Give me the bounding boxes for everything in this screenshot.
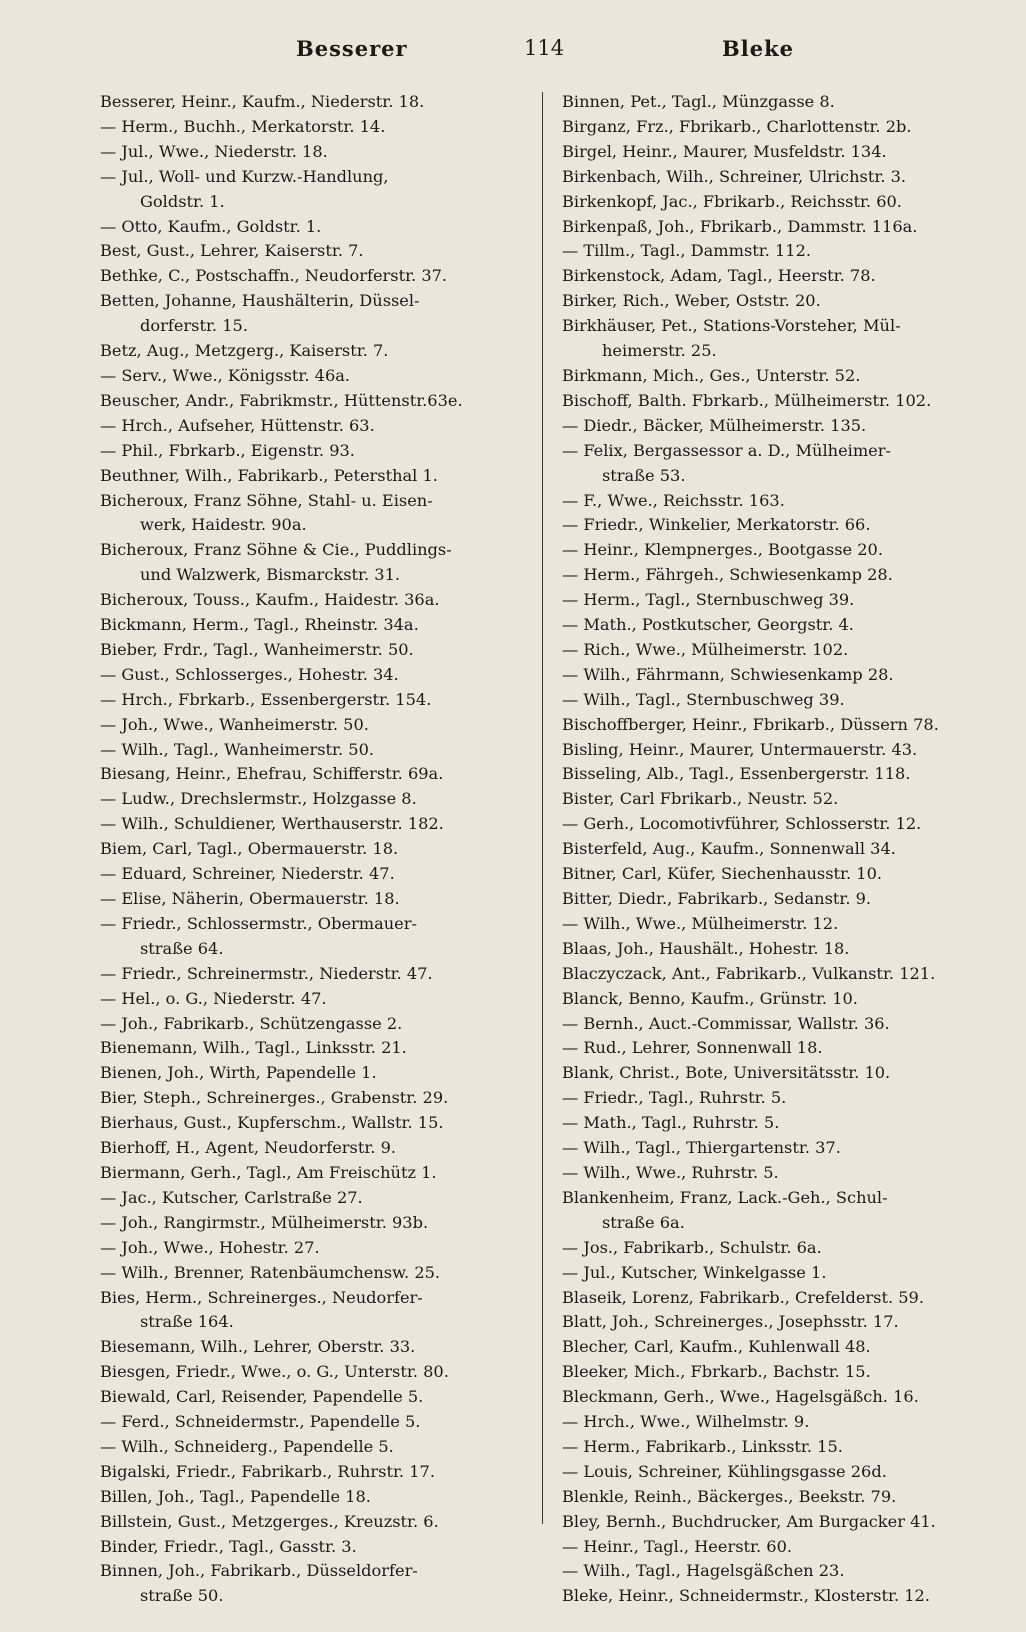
- directory-entry: — Wilh., Schuldiener, Werthauserstr. 182.: [100, 814, 444, 834]
- directory-entry: — Louis, Schreiner, Kühlingsgasse 26d.: [562, 1461, 887, 1481]
- directory-entry: Blankenheim, Franz, Lack.-Geh., Schul- straße 6a.: [562, 1187, 888, 1232]
- directory-entry: Binnen, Joh., Fabrikarb., Düsseldorfer- straße 50.: [100, 1561, 418, 1606]
- page-header: [100, 36, 980, 70]
- directory-entry: Birker, Rich., Weber, Oststr. 20.: [562, 291, 821, 311]
- directory-entry: Best, Gust., Lehrer, Kaiserstr. 7.: [100, 241, 364, 261]
- directory-entry: Beuscher, Andr., Fabrikmstr., Hüttenstr.63e.: [100, 390, 463, 410]
- directory-entry: — Math., Tagl., Ruhrstr. 5.: [562, 1113, 780, 1133]
- directory-entry: — Tillm., Tagl., Dammstr. 112.: [562, 241, 812, 261]
- directory-entry: — Gerh., Locomotivführer, Schlosserstr. 12.: [562, 814, 922, 834]
- directory-entry: Bethke, C., Postschaffn., Neudorferstr. 37.: [100, 266, 448, 286]
- directory-entry: Biesemann, Wilh., Lehrer, Oberstr. 33.: [100, 1337, 416, 1357]
- left-column: [100, 90, 528, 1609]
- directory-entry: Bischoff, Balth. Fbrkarb., Mülheimerstr. 102.: [562, 390, 932, 410]
- directory-entry: — Joh., Fabrikarb., Schützengasse 2.: [100, 1013, 403, 1033]
- directory-entry: — Joh., Rangirmstr., Mülheimerstr. 93b.: [100, 1212, 429, 1232]
- directory-entry: — Ludw., Drechslermstr., Holzgasse 8.: [100, 789, 417, 809]
- directory-entry: Betz, Aug., Metzgerg., Kaiserstr. 7.: [100, 341, 389, 361]
- directory-entry: — Diedr., Bäcker, Mülheimerstr. 135.: [562, 415, 867, 435]
- directory-entry: — Jul., Wwe., Niederstr. 18.: [100, 141, 328, 161]
- directory-entry: — Wilh., Wwe., Ruhrstr. 5.: [562, 1162, 779, 1182]
- directory-entry: — Ferd., Schneidermstr., Papendelle 5.: [100, 1412, 421, 1432]
- directory-entry: Bisterfeld, Aug., Kaufm., Sonnenwall 34.: [562, 839, 896, 859]
- directory-entry: — Gust., Schlosserges., Hohestr. 34.: [100, 664, 399, 684]
- directory-entry: — Hrch., Aufseher, Hüttenstr. 63.: [100, 415, 375, 435]
- directory-entry: Birkenstock, Adam, Tagl., Heerstr. 78.: [562, 266, 876, 286]
- directory-entry: — Friedr., Winkelier, Merkatorstr. 66.: [562, 515, 871, 535]
- directory-entry: Birkenbach, Wilh., Schreiner, Ulrichstr. 3.: [562, 166, 907, 186]
- page-number: 114: [524, 36, 565, 60]
- directory-entry: — Phil., Fbrkarb., Eigenstr. 93.: [100, 440, 355, 460]
- directory-entry: Bisling, Heinr., Maurer, Untermauerstr. 43.: [562, 739, 918, 759]
- directory-entry: Billen, Joh., Tagl., Papendelle 18.: [100, 1486, 371, 1506]
- directory-entry: Blanck, Benno, Kaufm., Grünstr. 10.: [562, 988, 858, 1008]
- directory-entry: — Wilh., Tagl., Sternbuschweg 39.: [562, 689, 845, 709]
- header-last-name: Bleke: [722, 36, 794, 61]
- directory-entry: Blenkle, Reinh., Bäckerges., Beekstr. 79.: [562, 1486, 897, 1506]
- directory-entry: Bicheroux, Franz Söhne & Cie., Puddlings- und Walzwerk, Bismarckstr. 31.: [100, 540, 452, 585]
- directory-entry: — Otto, Kaufm., Goldstr. 1.: [100, 216, 322, 236]
- directory-entry: — Wilh., Tagl., Hagelsgäßchen 23.: [562, 1561, 845, 1581]
- directory-entry: Biewald, Carl, Reisender, Papendelle 5.: [100, 1387, 424, 1407]
- directory-entry: Biermann, Gerh., Tagl., Am Freischütz 1.: [100, 1162, 437, 1182]
- directory-entry: — Wilh., Tagl., Wanheimerstr. 50.: [100, 739, 375, 759]
- directory-entry: — Herm., Tagl., Sternbuschweg 39.: [562, 590, 855, 610]
- directory-entry: — Wilh., Fährmann, Schwiesenkamp 28.: [562, 664, 894, 684]
- directory-entry: Bley, Bernh., Buchdrucker, Am Burgacker 41.: [562, 1511, 936, 1531]
- directory-entry: Binder, Friedr., Tagl., Gasstr. 3.: [100, 1536, 357, 1556]
- directory-entry: — Bernh., Auct.-Commissar, Wallstr. 36.: [562, 1013, 890, 1033]
- directory-entry: Bleeker, Mich., Fbrkarb., Bachstr. 15.: [562, 1362, 871, 1382]
- directory-entry: — Herm., Fabrikarb., Linksstr. 15.: [562, 1436, 843, 1456]
- directory-entry: Bicheroux, Touss., Kaufm., Haidestr. 36a.: [100, 590, 440, 610]
- directory-entry: Bieber, Frdr., Tagl., Wanheimerstr. 50.: [100, 639, 414, 659]
- directory-entry: — Friedr., Schlossermstr., Obermauer- straße 64.: [100, 913, 417, 958]
- directory-entry: Bister, Carl Fbrikarb., Neustr. 52.: [562, 789, 839, 809]
- directory-entry: Bienemann, Wilh., Tagl., Linksstr. 21.: [100, 1038, 407, 1058]
- directory-entry: — Herm., Fährgeh., Schwiesenkamp 28.: [562, 565, 893, 585]
- directory-entry: Bickmann, Herm., Tagl., Rheinstr. 34a.: [100, 615, 419, 635]
- directory-entry: Biesgen, Friedr., Wwe., o. G., Unterstr. 80.: [100, 1362, 449, 1382]
- directory-entry: — Jul., Woll- und Kurzw.-Handlung, Goldstr. 1.: [100, 166, 389, 211]
- directory-entry: — Friedr., Tagl., Ruhrstr. 5.: [562, 1088, 787, 1108]
- directory-entry: Bigalski, Friedr., Fabrikarb., Ruhrstr. 17.: [100, 1461, 435, 1481]
- directory-entry: Bitner, Carl, Küfer, Siechenhausstr. 10.: [562, 864, 883, 884]
- directory-entry: Biem, Carl, Tagl., Obermauerstr. 18.: [100, 839, 399, 859]
- directory-entry: — Joh., Wwe., Hohestr. 27.: [100, 1237, 320, 1257]
- directory-entry: Binnen, Pet., Tagl., Münzgasse 8.: [562, 92, 835, 111]
- directory-entry: — Joh., Wwe., Wanheimerstr. 50.: [100, 714, 369, 734]
- directory-entry: — Wilh., Brenner, Ratenbäumchensw. 25.: [100, 1262, 441, 1282]
- directory-entry: Bienen, Joh., Wirth, Papendelle 1.: [100, 1063, 377, 1083]
- directory-entry: — Wilh., Schneiderg., Papendelle 5.: [100, 1436, 394, 1456]
- directory-entry: — Hrch., Fbrkarb., Essenbergerstr. 154.: [100, 689, 432, 709]
- directory-entry: Blaas, Joh., Haushält., Hohestr. 18.: [562, 938, 850, 958]
- right-column: [562, 90, 990, 1609]
- directory-entry: — Friedr., Schreinermstr., Niederstr. 47.: [100, 963, 433, 983]
- directory-entry: — Herm., Buchh., Merkatorstr. 14.: [100, 116, 386, 136]
- directory-entry: — Math., Postkutscher, Georgstr. 4.: [562, 615, 854, 635]
- directory-entry: — Eduard, Schreiner, Niederstr. 47.: [100, 864, 395, 884]
- directory-entry: — Hrch., Wwe., Wilhelmstr. 9.: [562, 1412, 810, 1432]
- directory-entry: — Hel., o. G., Niederstr. 47.: [100, 988, 327, 1008]
- directory-entry: — Rich., Wwe., Mülheimerstr. 102.: [562, 639, 849, 659]
- directory-entry: Blank, Christ., Bote, Universitätsstr. 10.: [562, 1063, 891, 1083]
- directory-entry: — Jos., Fabrikarb., Schulstr. 6a.: [562, 1237, 822, 1257]
- directory-entry: Blatt, Joh., Schreinerges., Josephsstr. 17.: [562, 1312, 899, 1332]
- directory-entry: — Heinr., Tagl., Heerstr. 60.: [562, 1536, 793, 1556]
- directory-entry: Blaseik, Lorenz, Fabrikarb., Crefelderst. 59.: [562, 1287, 924, 1307]
- directory-entry: Birkmann, Mich., Ges., Unterstr. 52.: [562, 365, 861, 385]
- directory-entry: — Serv., Wwe., Königsstr. 46a.: [100, 365, 351, 385]
- header-first-name: Besserer: [296, 36, 408, 61]
- directory-entry: — F., Wwe., Reichsstr. 163.: [562, 490, 785, 510]
- directory-entry: — Felix, Bergassessor a. D., Mülheimer- straße 53.: [562, 440, 891, 485]
- directory-entry: Birkenkopf, Jac., Fbrikarb., Reichsstr. 60.: [562, 191, 902, 211]
- directory-entry: — Heinr., Klempnerges., Bootgasse 20.: [562, 540, 884, 560]
- directory-entry: Birgel, Heinr., Maurer, Musfeldstr. 134.: [562, 141, 887, 161]
- directory-entry: Beuthner, Wilh., Fabrikarb., Petersthal 1.: [100, 465, 438, 485]
- directory-entry: Bischoffberger, Heinr., Fbrikarb., Düssern 78.: [562, 714, 939, 734]
- directory-entry: Bierhoff, H., Agent, Neudorferstr. 9.: [100, 1138, 397, 1158]
- directory-entry: Bicheroux, Franz Söhne, Stahl- u. Eisen- werk, Haidestr. 90a.: [100, 490, 433, 535]
- directory-entry: Bier, Steph., Schreinerges., Grabenstr. 29.: [100, 1088, 449, 1108]
- directory-entry: — Jac., Kutscher, Carlstraße 27.: [100, 1187, 363, 1207]
- directory-entry: — Wilh., Wwe., Mülheimerstr. 12.: [562, 913, 839, 933]
- directory-entry: Bleckmann, Gerh., Wwe., Hagelsgäßch. 16.: [562, 1387, 919, 1407]
- directory-entry: — Jul., Kutscher, Winkelgasse 1.: [562, 1262, 827, 1282]
- directory-entry: Bisseling, Alb., Tagl., Essenbergerstr. 118.: [562, 764, 911, 784]
- directory-entry: Birkhäuser, Pet., Stations-Vorsteher, Mül- heimerstr. 25.: [562, 316, 901, 361]
- directory-entry: Birkenpaß, Joh., Fbrikarb., Dammstr. 116a.: [562, 216, 918, 236]
- directory-entry: Billstein, Gust., Metzgerges., Kreuzstr. 6.: [100, 1511, 439, 1531]
- directory-entry: Bies, Herm., Schreinerges., Neudorfer- straße 164.: [100, 1287, 423, 1332]
- directory-entry: Bleke, Heinr., Schneidermstr., Klosterstr. 12.: [562, 1586, 930, 1606]
- directory-entry: Bierhaus, Gust., Kupferschm., Wallstr. 15.: [100, 1113, 444, 1133]
- directory-entry: Blecher, Carl, Kaufm., Kuhlenwall 48.: [562, 1337, 871, 1357]
- directory-entry: — Elise, Näherin, Obermauerstr. 18.: [100, 889, 400, 908]
- directory-entry: — Wilh., Tagl., Thiergartenstr. 37.: [562, 1138, 841, 1158]
- directory-entry: Bitter, Diedr., Fabrikarb., Sedanstr. 9.: [562, 889, 872, 908]
- directory-entry: — Rud., Lehrer, Sonnenwall 18.: [562, 1038, 823, 1058]
- directory-entry: Blaczyczack, Ant., Fabrikarb., Vulkanstr. 121.: [562, 963, 936, 983]
- directory-entry: Besserer, Heinr., Kaufm., Niederstr. 18.: [100, 92, 425, 111]
- directory-entry: Betten, Johanne, Haushälterin, Düssel- dorferstr. 15.: [100, 291, 420, 336]
- directory-entry: Birganz, Frz., Fbrikarb., Charlottenstr. 2b.: [562, 116, 912, 136]
- directory-entry: Biesang, Heinr., Ehefrau, Schifferstr. 69a.: [100, 764, 444, 784]
- column-divider: [542, 92, 543, 1524]
